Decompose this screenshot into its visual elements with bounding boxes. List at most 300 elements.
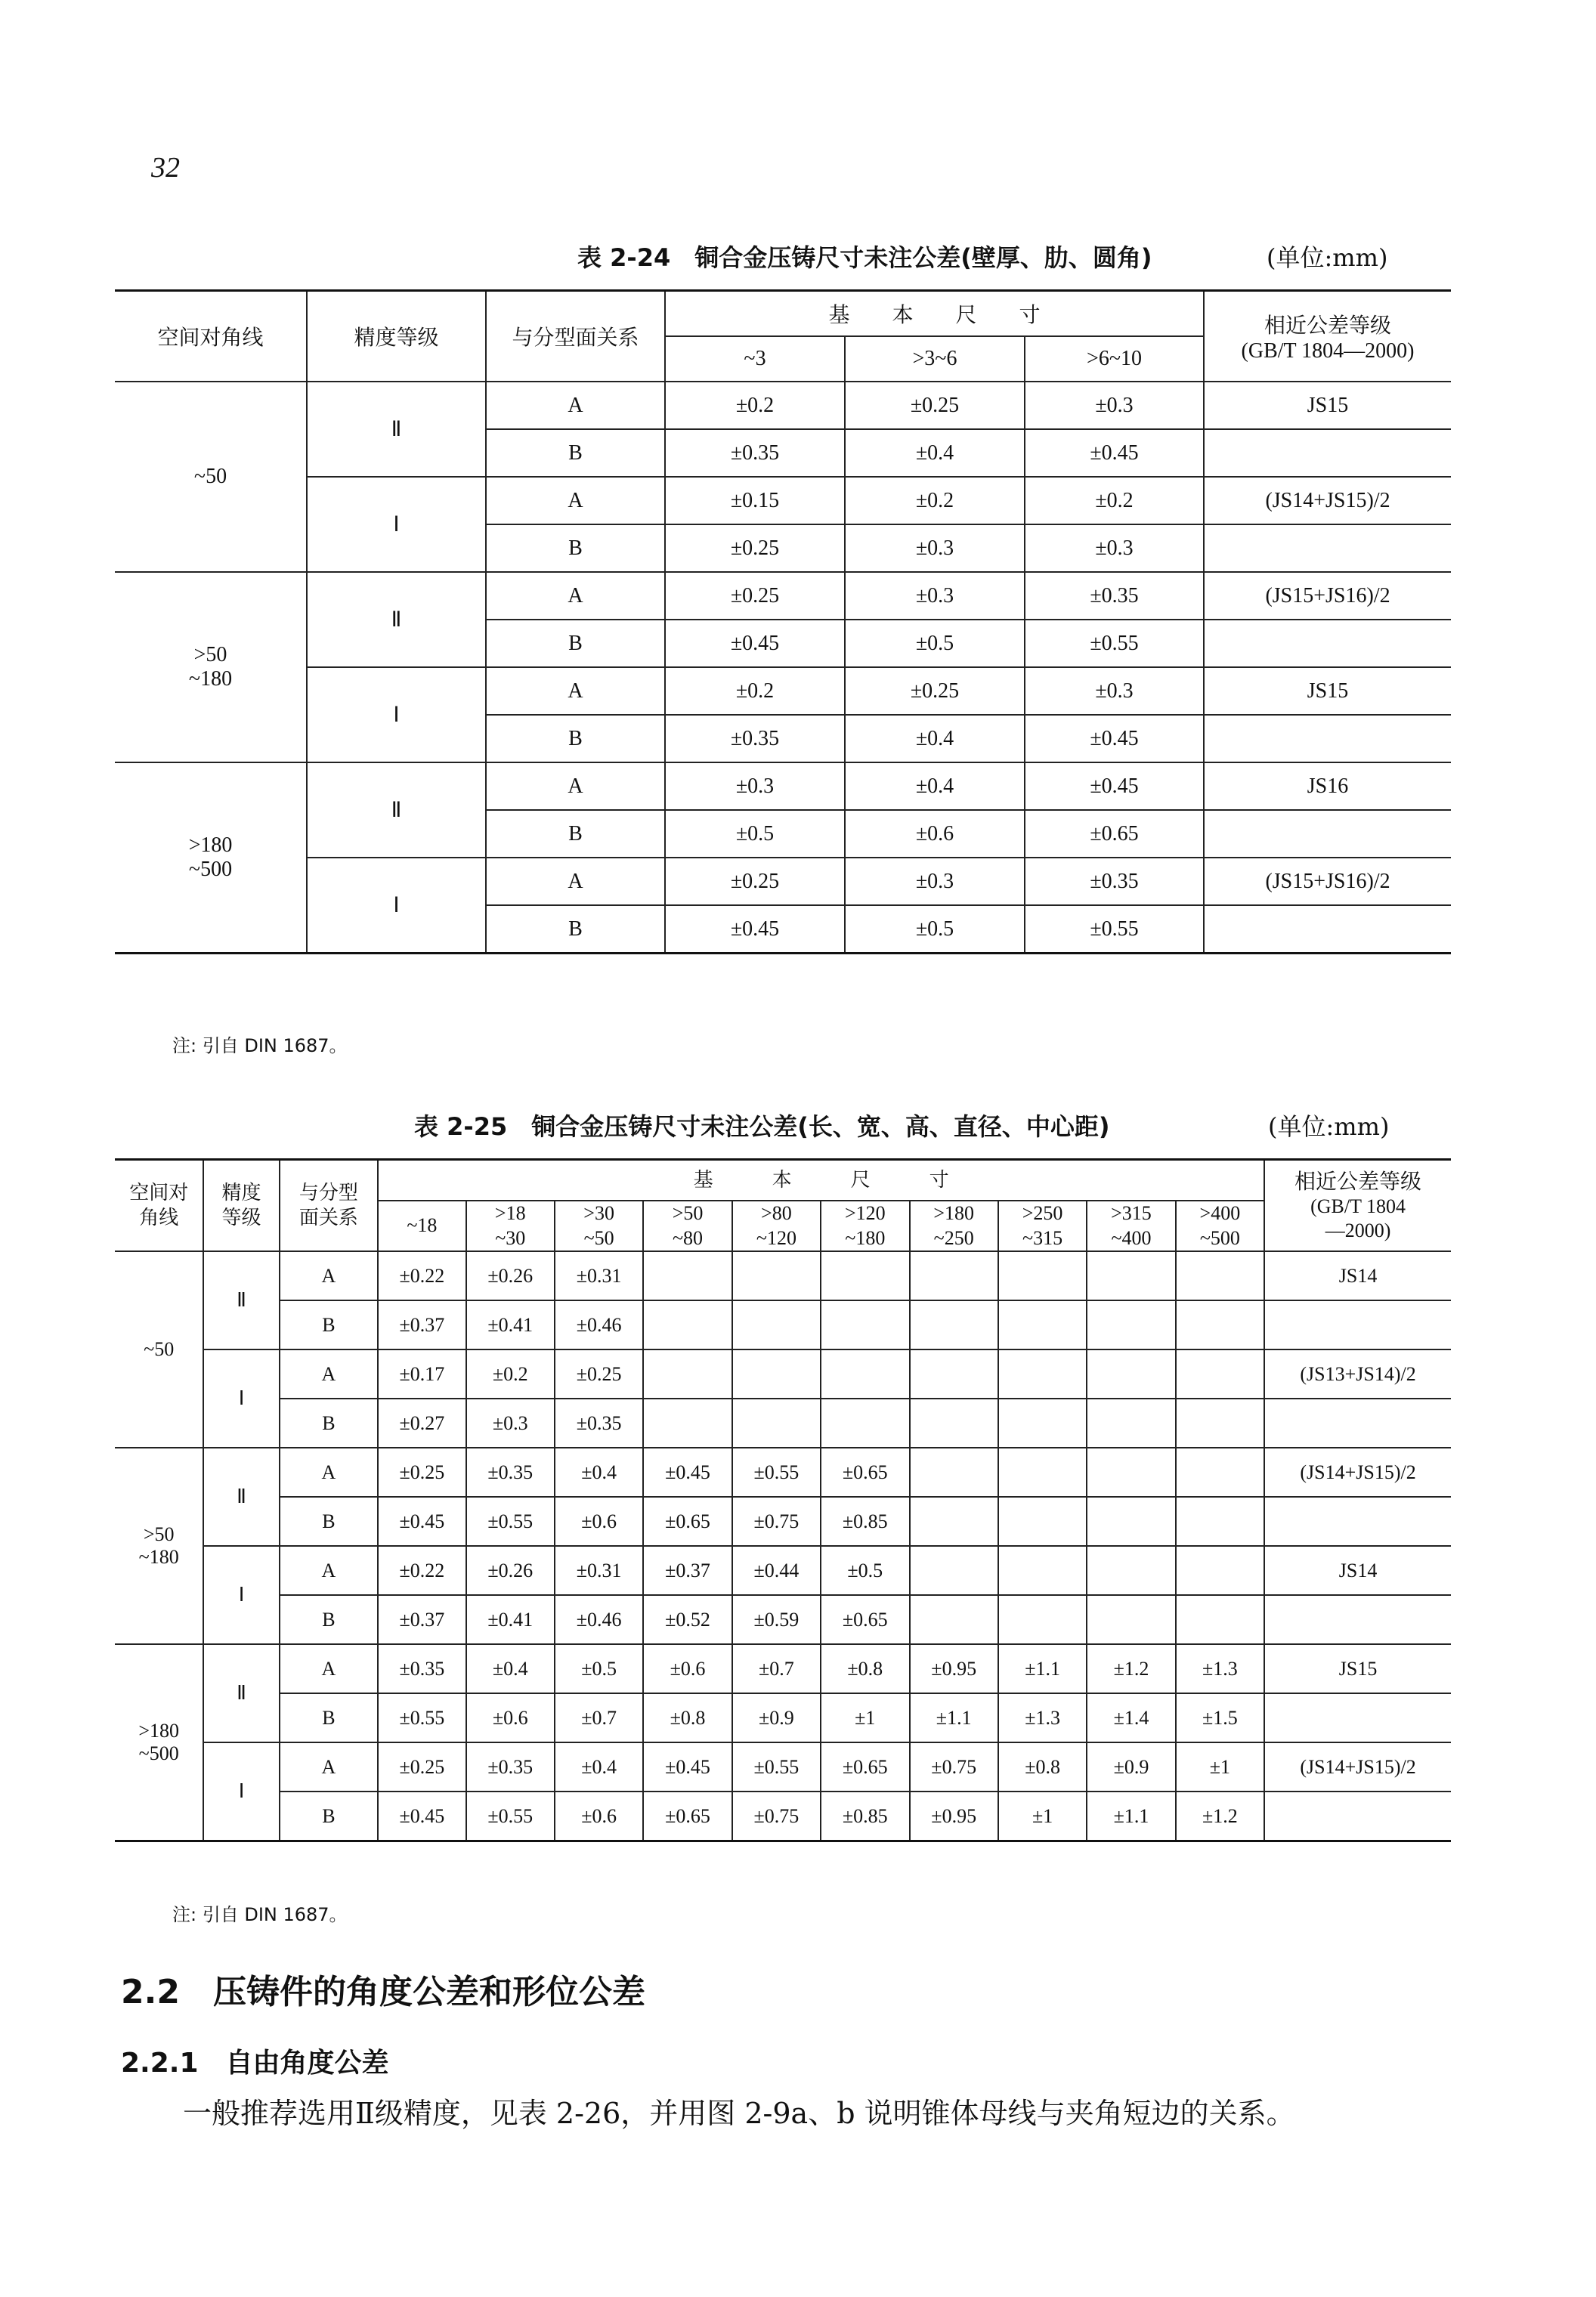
page-number: 32 [151, 152, 180, 184]
tolerance-cell: ±0.55 [1025, 620, 1204, 667]
diag-line: ~500 [138, 1742, 179, 1764]
tolerance-cell: ±0.35 [378, 1644, 466, 1693]
tolerance-cell [910, 1595, 998, 1644]
relation-cell: A [280, 1546, 378, 1595]
size-header [1176, 1201, 1264, 1251]
table-row [115, 382, 1451, 429]
table-row [115, 1546, 1451, 1595]
size-header [643, 1201, 732, 1251]
col-header-diag [115, 1160, 203, 1252]
tolerance-cell [1087, 1546, 1175, 1595]
table-row [115, 477, 1451, 524]
tolerance-cell: ±1.2 [1087, 1644, 1175, 1693]
tolerance-cell: ±0.25 [845, 382, 1025, 429]
tolerance-cell [1176, 1448, 1264, 1497]
tolerance-cell: ±0.5 [845, 905, 1025, 954]
col-header-basic-size: 基 本 尺 寸 [665, 291, 1204, 337]
near-grade-cell: JS16 [1204, 762, 1451, 810]
tolerance-cell: ±0.8 [821, 1644, 909, 1693]
section-heading-2-2-1: 2.2.1 自由角度公差 [121, 2048, 389, 2079]
tolerance-cell: ±1.4 [1087, 1693, 1175, 1742]
near-grade-cell: (JS14+JS15)/2 [1264, 1742, 1451, 1792]
tolerance-cell: ±0.25 [378, 1448, 466, 1497]
size-header-line: >50 [672, 1202, 704, 1224]
relation-cell: A [486, 477, 665, 524]
diag-cell [115, 1251, 203, 1448]
tolerance-cell: ±0.45 [643, 1448, 732, 1497]
tolerance-cell: ±0.55 [732, 1448, 821, 1497]
tolerance-cell [1087, 1595, 1175, 1644]
tolerance-cell: ±1 [998, 1792, 1087, 1841]
near-grade-cell: JS14 [1264, 1251, 1451, 1300]
table2-note: 注: 引自 DIN 1687。 [172, 1904, 348, 1925]
relation-cell: A [486, 382, 665, 429]
tolerance-cell: ±1.5 [1176, 1693, 1264, 1742]
relation-cell: A [280, 1448, 378, 1497]
relation-cell: A [280, 1349, 378, 1399]
tolerance-cell [732, 1300, 821, 1349]
tolerance-cell: ±0.65 [821, 1742, 909, 1792]
tolerance-cell: ±0.25 [845, 667, 1025, 715]
tolerance-cell: ±0.8 [998, 1742, 1087, 1792]
near-grade-cell [1204, 429, 1451, 477]
grade-cell: Ⅰ [203, 1742, 279, 1841]
tolerance-cell [998, 1448, 1087, 1497]
col-header-rel-line1: 与分型 [298, 1182, 358, 1204]
table-row [115, 858, 1451, 905]
tolerance-cell: ±0.5 [665, 810, 845, 858]
tolerance-cell: ±0.3 [1025, 382, 1204, 429]
diag-line: >180 [188, 833, 233, 857]
tolerance-cell: ±0.25 [665, 858, 845, 905]
tolerance-cell: ±0.17 [378, 1349, 466, 1399]
tolerance-cell: ±0.26 [466, 1251, 555, 1300]
tolerance-cell: ±1 [1176, 1742, 1264, 1792]
tolerance-cell: ±0.35 [555, 1399, 643, 1448]
size-header-line: >400 [1199, 1202, 1241, 1224]
size-header-line: ~315 [1022, 1226, 1063, 1249]
tolerance-cell: ±0.26 [466, 1546, 555, 1595]
tolerance-cell [643, 1349, 732, 1399]
size-header [732, 1201, 821, 1251]
tolerance-cell: ±0.3 [845, 858, 1025, 905]
relation-cell: B [486, 715, 665, 762]
tolerance-cell: ±1.2 [1176, 1792, 1264, 1841]
near-grade-cell: JS15 [1264, 1644, 1451, 1693]
size-header [1087, 1201, 1175, 1251]
tolerance-cell: ±0.55 [466, 1792, 555, 1841]
table1-title: 表 2-24 铜合金压铸尺寸未注公差(壁厚、肋、圆角) [577, 243, 1152, 272]
tolerance-cell: ±0.22 [378, 1546, 466, 1595]
tolerance-cell [643, 1399, 732, 1448]
tolerance-cell: ±0.95 [910, 1644, 998, 1693]
tolerance-cell [910, 1448, 998, 1497]
tolerance-cell: ±0.3 [1025, 524, 1204, 572]
table2-caption [414, 1108, 1451, 1142]
tolerance-cell [1087, 1497, 1175, 1546]
grade-cell: Ⅰ [203, 1546, 279, 1644]
grade-cell: Ⅱ [307, 762, 486, 858]
col-header-diag: 空间对角线 [115, 291, 307, 382]
tolerance-cell: ±1.3 [1176, 1644, 1264, 1693]
table-2-24 [115, 289, 1451, 954]
tolerance-cell: ±0.45 [1025, 429, 1204, 477]
tolerance-cell [643, 1251, 732, 1300]
table1-caption [577, 239, 1451, 274]
size-header-line: ~500 [1199, 1226, 1240, 1249]
relation-cell: A [280, 1251, 378, 1300]
size-header [466, 1201, 555, 1251]
col-header-rel: 与分型面关系 [486, 291, 665, 382]
tolerance-cell [910, 1349, 998, 1399]
grade-cell: Ⅱ [203, 1251, 279, 1349]
near-grade-cell [1264, 1300, 1451, 1349]
tolerance-cell: ±1.1 [998, 1644, 1087, 1693]
tolerance-cell: ±0.35 [466, 1742, 555, 1792]
near-grade-cell [1264, 1693, 1451, 1742]
tolerance-cell: ±0.2 [665, 382, 845, 429]
table-row [115, 1595, 1451, 1644]
relation-cell: B [486, 620, 665, 667]
tolerance-cell [998, 1399, 1087, 1448]
tolerance-cell: ±0.5 [845, 620, 1025, 667]
tolerance-cell: ±0.25 [378, 1742, 466, 1792]
size-header-line: >315 [1111, 1202, 1152, 1224]
tolerance-cell: ±0.85 [821, 1792, 909, 1841]
table-row [115, 1742, 1451, 1792]
tolerance-cell: ±0.7 [555, 1693, 643, 1742]
near-grade-cell: (JS13+JS14)/2 [1264, 1349, 1451, 1399]
tolerance-cell: ±0.6 [845, 810, 1025, 858]
tolerance-cell: ±0.25 [555, 1349, 643, 1399]
tolerance-cell: ±0.95 [910, 1792, 998, 1841]
size-header [555, 1201, 643, 1251]
tolerance-cell: ±0.45 [378, 1792, 466, 1841]
table-row [115, 1300, 1451, 1349]
col-header-diag-line2: 角线 [139, 1206, 179, 1229]
tolerance-cell: ±0.75 [732, 1792, 821, 1841]
tolerance-cell: ±0.45 [1025, 715, 1204, 762]
near-grade-cell: (JS15+JS16)/2 [1204, 858, 1451, 905]
diag-line: ~50 [144, 1338, 175, 1360]
tolerance-cell [910, 1399, 998, 1448]
tolerance-cell: ±0.6 [643, 1644, 732, 1693]
diag-line: ~180 [138, 1546, 179, 1568]
near-grade-cell: JS15 [1204, 382, 1451, 429]
tolerance-cell: ±0.5 [821, 1546, 909, 1595]
section-heading-2-2: 2.2 压铸件的角度公差和形位公差 [121, 1973, 645, 2011]
table-row [115, 1497, 1451, 1546]
grade-cell: Ⅱ [307, 382, 486, 477]
tolerance-cell: ±0.2 [466, 1349, 555, 1399]
near-grade-cell [1264, 1497, 1451, 1546]
col-header-grade [203, 1160, 279, 1252]
tolerance-cell: ±0.45 [378, 1497, 466, 1546]
tolerance-cell: ±0.35 [665, 429, 845, 477]
tolerance-cell: ±0.41 [466, 1300, 555, 1349]
tolerance-cell [1176, 1349, 1264, 1399]
col-header-grade-line2: 等级 [221, 1206, 261, 1229]
size-header-line: >18 [494, 1202, 526, 1224]
tolerance-cell: ±0.75 [732, 1497, 821, 1546]
tolerance-cell: ±0.2 [665, 667, 845, 715]
tolerance-cell [821, 1349, 909, 1399]
grade-cell: Ⅰ [307, 667, 486, 762]
table-row [115, 1644, 1451, 1693]
tolerance-cell: ±0.55 [466, 1497, 555, 1546]
tolerance-cell: ±0.65 [643, 1497, 732, 1546]
tolerance-cell [998, 1595, 1087, 1644]
grade-cell: Ⅱ [203, 1448, 279, 1546]
tolerance-cell [910, 1300, 998, 1349]
grade-cell: Ⅰ [307, 858, 486, 954]
size-header-line: >250 [1022, 1202, 1063, 1224]
tolerance-cell: ±1 [821, 1693, 909, 1742]
size-header-line: ~30 [495, 1226, 526, 1249]
tolerance-cell: ±0.45 [665, 905, 845, 954]
tolerance-cell: ±0.65 [821, 1595, 909, 1644]
tolerance-cell: ±0.4 [555, 1448, 643, 1497]
tolerance-cell: ±0.3 [665, 762, 845, 810]
size-header-line: ~80 [672, 1226, 704, 1249]
tolerance-cell: ±0.46 [555, 1595, 643, 1644]
size-header-line: ~250 [933, 1226, 974, 1249]
table-row [115, 572, 1451, 620]
col-header-rel-line2: 面关系 [298, 1206, 358, 1229]
tolerance-cell: ±0.75 [910, 1742, 998, 1792]
col-header-grade: 精度等级 [307, 291, 486, 382]
tolerance-cell: ±0.3 [845, 524, 1025, 572]
near-grade-cell [1204, 524, 1451, 572]
table2-title: 表 2-25 铜合金压铸尺寸未注公差(长、宽、高、直径、中心距) [414, 1112, 1110, 1141]
tolerance-cell: ±0.4 [845, 429, 1025, 477]
near-grade-cell [1204, 905, 1451, 954]
tolerance-cell [1087, 1300, 1175, 1349]
col-header-near-line3: —2000) [1325, 1220, 1391, 1241]
tolerance-cell: ±0.37 [378, 1300, 466, 1349]
near-grade-cell: JS15 [1204, 667, 1451, 715]
relation-cell: A [280, 1644, 378, 1693]
tolerance-cell [821, 1251, 909, 1300]
size-header [821, 1201, 909, 1251]
col-header-near [1204, 291, 1451, 382]
tolerance-cell: ±0.9 [732, 1693, 821, 1742]
table-2-25 [115, 1158, 1451, 1842]
size-header [378, 1201, 466, 1251]
table-row [115, 1448, 1451, 1497]
relation-cell: B [486, 524, 665, 572]
relation-cell: A [486, 572, 665, 620]
diag-cell [115, 382, 307, 572]
relation-cell: B [280, 1300, 378, 1349]
size-header-line: ~18 [407, 1214, 438, 1237]
near-grade-cell [1204, 715, 1451, 762]
diag-cell [115, 1644, 203, 1841]
tolerance-cell [910, 1251, 998, 1300]
size-header: >6~10 [1025, 336, 1204, 382]
tolerance-cell: ±0.8 [643, 1693, 732, 1742]
tolerance-cell: ±0.85 [821, 1497, 909, 1546]
col-header-diag-line1: 空间对 [129, 1182, 189, 1204]
size-header-line: >80 [761, 1202, 792, 1224]
grade-cell: Ⅱ [203, 1644, 279, 1742]
body-paragraph: 一般推荐选用Ⅱ级精度，见表 2-26，并用图 2-9a、b 说明锥体母线与夹角短边的关系。 [183, 2097, 1295, 2130]
tolerance-cell [998, 1300, 1087, 1349]
grade-cell: Ⅰ [307, 477, 486, 572]
tolerance-cell: ±0.4 [845, 715, 1025, 762]
tolerance-cell [998, 1497, 1087, 1546]
size-header-line: >180 [933, 1202, 975, 1224]
tolerance-cell [1087, 1349, 1175, 1399]
tolerance-cell [821, 1399, 909, 1448]
diag-cell [115, 762, 307, 954]
tolerance-cell [1087, 1399, 1175, 1448]
tolerance-cell: ±0.35 [1025, 858, 1204, 905]
tolerance-cell: ±0.25 [665, 524, 845, 572]
tolerance-cell: ±0.46 [555, 1300, 643, 1349]
tolerance-cell [1176, 1595, 1264, 1644]
size-header-line: ~50 [583, 1226, 614, 1249]
col-header-near-line1: 相近公差等级 [1294, 1168, 1422, 1194]
tolerance-cell: ±0.52 [643, 1595, 732, 1644]
table-row [115, 762, 1451, 810]
tolerance-cell: ±0.6 [555, 1792, 643, 1841]
tolerance-cell: ±0.45 [1025, 762, 1204, 810]
tolerance-cell: ±0.65 [643, 1792, 732, 1841]
tolerance-cell: ±0.37 [378, 1595, 466, 1644]
grade-cell: Ⅰ [203, 1349, 279, 1448]
tolerance-cell: ±0.4 [466, 1644, 555, 1693]
col-header-near-line2: (GB/T 1804—2000) [1241, 339, 1415, 363]
tolerance-cell: ±0.3 [845, 572, 1025, 620]
tolerance-cell: ±0.4 [845, 762, 1025, 810]
tolerance-cell: ±0.3 [1025, 667, 1204, 715]
tolerance-cell: ±0.55 [378, 1693, 466, 1742]
near-grade-cell: (JS15+JS16)/2 [1204, 572, 1451, 620]
tolerance-cell [1176, 1300, 1264, 1349]
tolerance-cell [998, 1251, 1087, 1300]
diag-line: >50 [143, 1523, 175, 1545]
table-row [115, 1399, 1451, 1448]
relation-cell: A [486, 667, 665, 715]
tolerance-cell [910, 1497, 998, 1546]
tolerance-cell: ±0.2 [845, 477, 1025, 524]
tolerance-cell [1176, 1399, 1264, 1448]
tolerance-cell: ±0.37 [643, 1546, 732, 1595]
table1-unit: (单位:mm) [1267, 243, 1388, 272]
relation-cell: B [280, 1792, 378, 1841]
table-row [115, 1251, 1451, 1300]
size-header-line: >120 [844, 1202, 886, 1224]
tolerance-cell: ±0.45 [665, 620, 845, 667]
relation-cell: A [486, 858, 665, 905]
tolerance-cell: ±0.5 [555, 1644, 643, 1693]
table-row [115, 1693, 1451, 1742]
tolerance-cell: ±0.44 [732, 1546, 821, 1595]
near-grade-cell: JS14 [1264, 1546, 1451, 1595]
size-header: ~3 [665, 336, 845, 382]
tolerance-cell: ±0.35 [1025, 572, 1204, 620]
tolerance-cell: ±0.4 [555, 1742, 643, 1792]
tolerance-cell [821, 1300, 909, 1349]
near-grade-cell [1204, 810, 1451, 858]
tolerance-cell: ±0.2 [1025, 477, 1204, 524]
table-row [115, 1792, 1451, 1841]
near-grade-cell [1204, 620, 1451, 667]
tolerance-cell: ±0.9 [1087, 1742, 1175, 1792]
col-header-grade-line1: 精度 [221, 1182, 261, 1204]
tolerance-cell: ±0.3 [466, 1399, 555, 1448]
tolerance-cell: ±0.27 [378, 1399, 466, 1448]
tolerance-cell: ±0.55 [1025, 905, 1204, 954]
tolerance-cell [910, 1546, 998, 1595]
tolerance-cell [732, 1251, 821, 1300]
tolerance-cell: ±0.45 [643, 1742, 732, 1792]
tolerance-cell [998, 1546, 1087, 1595]
tolerance-cell: ±0.15 [665, 477, 845, 524]
relation-cell: A [486, 762, 665, 810]
size-header [910, 1201, 998, 1251]
near-grade-cell [1264, 1399, 1451, 1448]
diag-line: >180 [138, 1720, 180, 1742]
size-header-line: ~120 [756, 1226, 796, 1249]
relation-cell: B [280, 1693, 378, 1742]
grade-cell: Ⅱ [307, 572, 486, 667]
tolerance-cell: ±0.6 [555, 1497, 643, 1546]
table2-unit: (单位:mm) [1268, 1112, 1390, 1141]
size-header-line: ~400 [1111, 1226, 1152, 1249]
size-header: >3~6 [845, 336, 1025, 382]
tolerance-cell [998, 1349, 1087, 1399]
relation-cell: B [280, 1595, 378, 1644]
tolerance-cell: ±0.35 [665, 715, 845, 762]
diag-cell [115, 1448, 203, 1644]
table-row [115, 667, 1451, 715]
tolerance-cell: ±0.22 [378, 1251, 466, 1300]
tolerance-cell: ±0.31 [555, 1546, 643, 1595]
tolerance-cell [1176, 1546, 1264, 1595]
size-header-line: ~180 [845, 1226, 886, 1249]
col-header-near-line1: 相近公差等级 [1264, 313, 1392, 338]
col-header-near-line2: (GB/T 1804 [1310, 1195, 1406, 1217]
tolerance-cell: ±0.59 [732, 1595, 821, 1644]
diag-line: ~50 [193, 465, 227, 488]
tolerance-cell [732, 1349, 821, 1399]
near-grade-cell: (JS14+JS15)/2 [1264, 1448, 1451, 1497]
tolerance-cell: ±0.25 [665, 572, 845, 620]
relation-cell: B [486, 429, 665, 477]
tolerance-cell: ±0.6 [466, 1693, 555, 1742]
col-header-basic-size: 基 本 尺 寸 [378, 1160, 1264, 1201]
diag-cell [115, 572, 307, 762]
tolerance-cell [732, 1399, 821, 1448]
relation-cell: B [486, 810, 665, 858]
relation-cell: B [486, 905, 665, 954]
relation-cell: B [280, 1399, 378, 1448]
tolerance-cell [1176, 1497, 1264, 1546]
tolerance-cell [1087, 1251, 1175, 1300]
table-row [115, 1349, 1451, 1399]
diag-line: ~180 [188, 667, 233, 691]
tolerance-cell: ±1.3 [998, 1693, 1087, 1742]
table1-note: 注: 引自 DIN 1687。 [172, 1035, 348, 1056]
tolerance-cell: ±0.55 [732, 1742, 821, 1792]
tolerance-cell [1087, 1448, 1175, 1497]
relation-cell: A [280, 1742, 378, 1792]
near-grade-cell [1264, 1792, 1451, 1841]
tolerance-cell: ±0.35 [466, 1448, 555, 1497]
tolerance-cell: ±0.31 [555, 1251, 643, 1300]
